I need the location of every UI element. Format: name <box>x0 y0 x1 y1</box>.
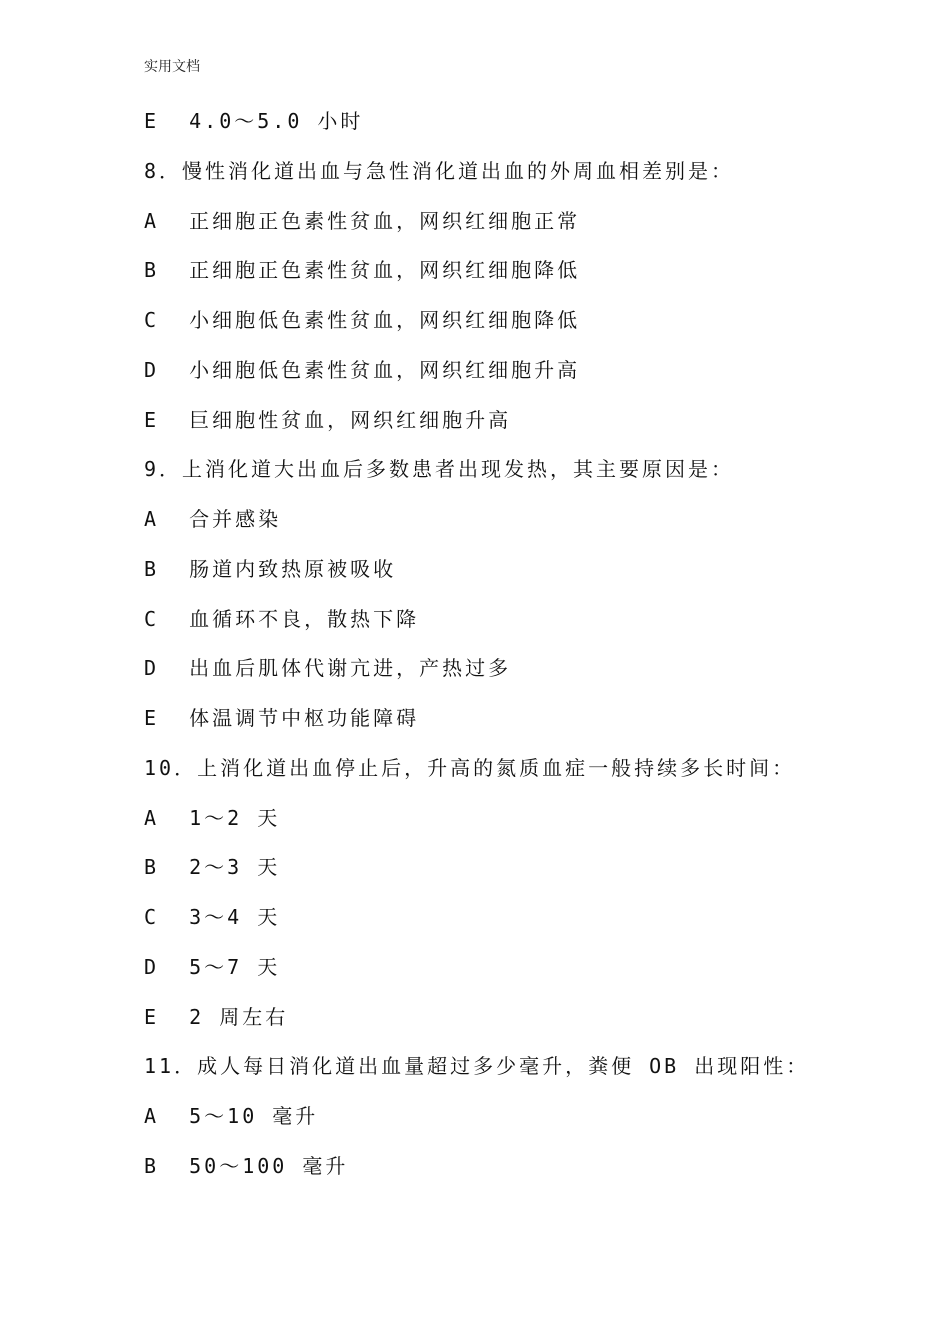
question-8: 8．慢性消化道出血与急性消化道出血的外周血相差别是： <box>144 159 735 183</box>
option-line-q11-a: A 5～10 毫升 <box>144 1104 319 1128</box>
option-line-q11-b: B 50～100 毫升 <box>144 1154 349 1178</box>
question-11: 11．成人每日消化道出血量超过多少毫升，粪便 OB 出现阳性： <box>144 1054 810 1078</box>
option-line-q10-e: E 2 周左右 <box>144 1005 289 1029</box>
option-line-q8-c: C 小细胞低色素性贫血，网织红细胞降低 <box>144 308 581 332</box>
option-line-q9-e: E 体温调节中枢功能障碍 <box>144 706 420 730</box>
option-line-q8-a: A 正细胞正色素性贫血，网织红细胞正常 <box>144 209 581 233</box>
option-line-q9-d: D 出血后肌体代谢亢进，产热过多 <box>144 656 512 680</box>
page-header: 实用文档 <box>144 59 200 75</box>
question-10: 10．上消化道出血停止后，升高的氮质血症一般持续多长时间： <box>144 756 796 780</box>
option-line-q10-c: C 3～4 天 <box>144 905 281 929</box>
question-9: 9．上消化道大出血后多数患者出现发热，其主要原因是： <box>144 457 735 481</box>
option-line-q9-c: C 血循环不良，散热下降 <box>144 607 420 631</box>
option-line-q8-b: B 正细胞正色素性贫血，网织红细胞降低 <box>144 258 581 282</box>
option-line-q7-e: E 4.0～5.0 小时 <box>144 109 364 133</box>
option-line-q10-a: A 1～2 天 <box>144 806 281 830</box>
option-line-q9-b: B 肠道内致热原被吸收 <box>144 557 397 581</box>
option-line-q8-d: D 小细胞低色素性贫血，网织红细胞升高 <box>144 358 581 382</box>
option-line-q10-d: D 5～7 天 <box>144 955 281 979</box>
option-line-q8-e: E 巨细胞性贫血，网织红细胞升高 <box>144 408 512 432</box>
option-line-q9-a: A 合并感染 <box>144 507 282 531</box>
option-line-q10-b: B 2～3 天 <box>144 855 281 879</box>
